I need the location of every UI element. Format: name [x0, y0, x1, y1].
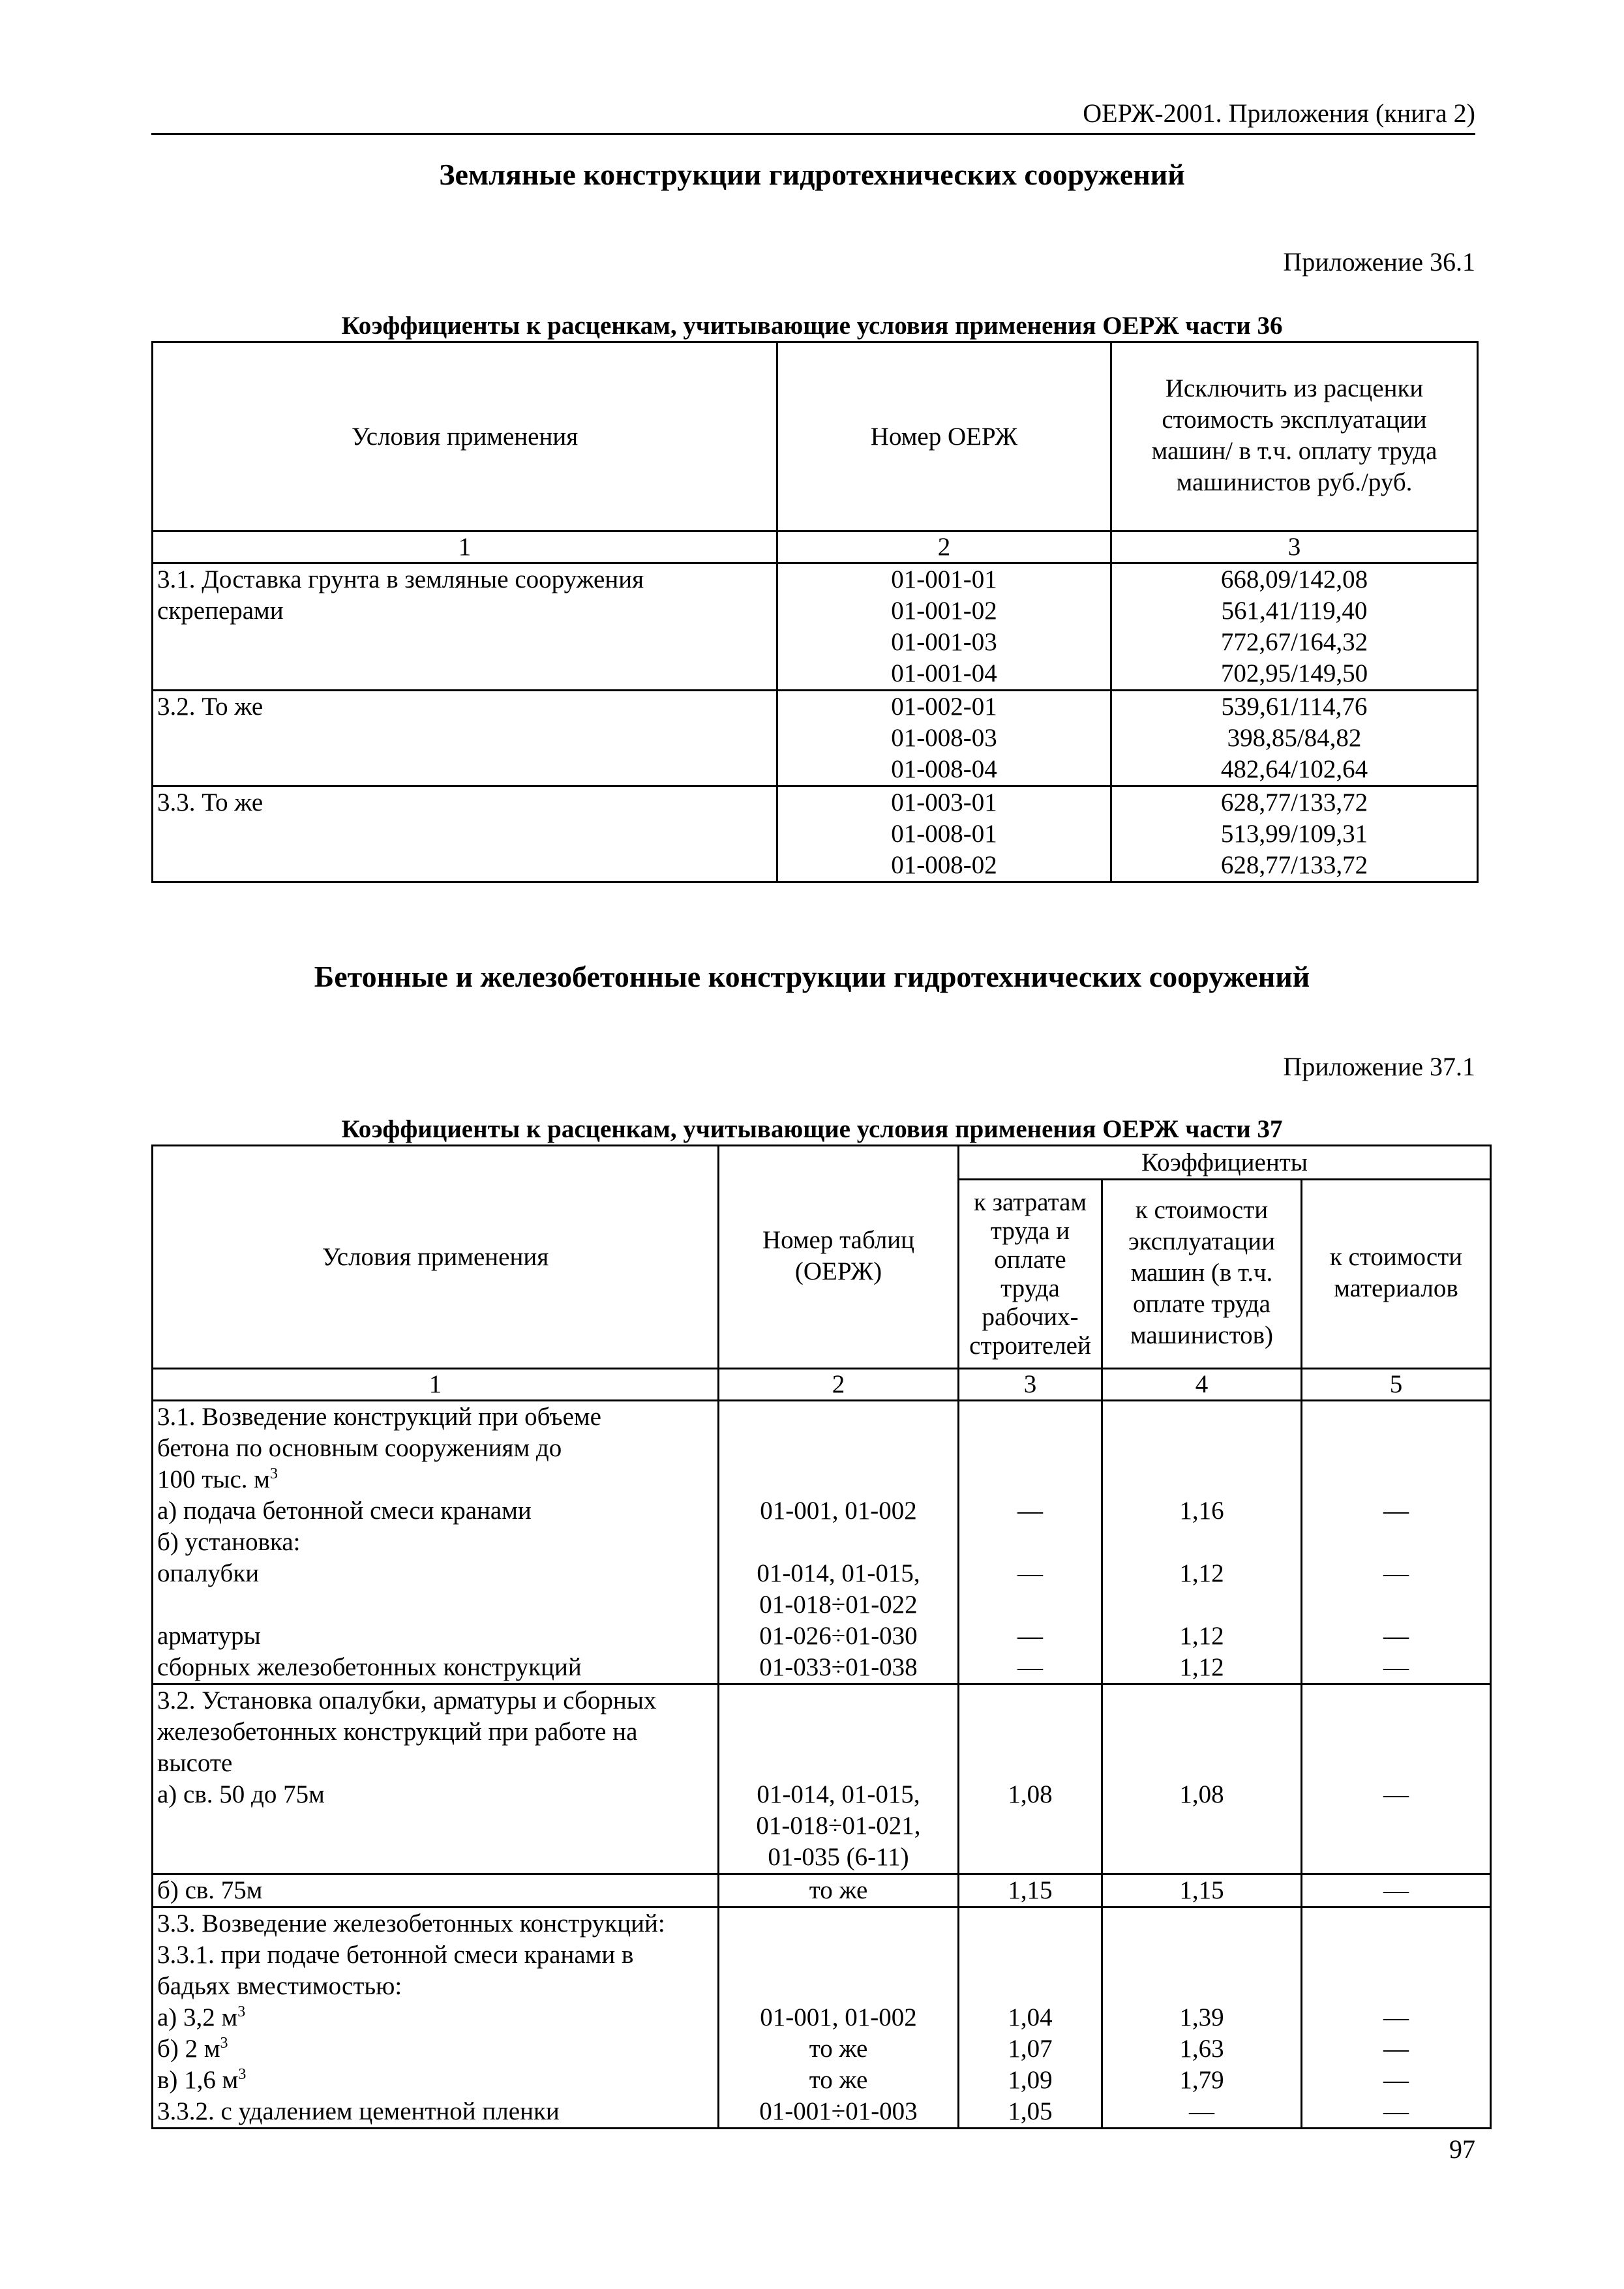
header-cell-conditions: Условия применения [153, 342, 777, 531]
cell-value: — [1383, 1497, 1409, 1525]
cell-value: 01-018÷01-022 [759, 1591, 918, 1619]
header-cell-table-number [719, 1146, 959, 1369]
empty-line [1306, 1685, 1486, 1716]
unit-superscript: 3 [238, 2066, 247, 2083]
oerzh-number-cell [777, 786, 1111, 882]
condition-line-wrapper [157, 1464, 714, 1495]
header-line: рабочих- [982, 1302, 1079, 1331]
header-cell-coefficients-group: Коэффициенты [959, 1146, 1491, 1180]
empty-line [1306, 1939, 1486, 1971]
condition-line: а) св. 50 до 75м [157, 1780, 325, 1808]
cell-value: — [1017, 1559, 1043, 1587]
cell-value: — [1383, 1622, 1409, 1650]
materials-coefficient-cell [1302, 1684, 1491, 1874]
empty-line [1107, 1716, 1297, 1748]
cell-value: 1,04 [1008, 2003, 1053, 2031]
column-number: 2 [777, 531, 1111, 563]
empty-line [1306, 1401, 1486, 1433]
empty-line [963, 1971, 1097, 2002]
empty-line [1107, 1527, 1297, 1558]
condition-line: скреперами [157, 597, 284, 625]
empty-line [723, 1401, 954, 1433]
header-cell-conditions: Условия применения [153, 1146, 719, 1369]
condition-line: а) подача бетонной смеси кранами [157, 1497, 532, 1525]
column-number: 5 [1302, 1369, 1491, 1401]
cost-value: 628,77/133,72 [1220, 851, 1368, 879]
unit-superscript: 3 [237, 2003, 246, 2020]
cell-value: 01-001÷01-003 [759, 2097, 918, 2125]
cell-value: то же [809, 1876, 868, 1904]
cost-value: 539,61/114,76 [1221, 693, 1368, 721]
section1-table-caption: Коэффициенты к расценкам, учитывающие условия применения ОЕРЖ части 36 [341, 312, 1283, 340]
empty-line [1107, 1748, 1297, 1779]
cell-value: 01-001, 01-002 [760, 1497, 917, 1525]
cell-value: 1,15 [1008, 1876, 1053, 1904]
condition-line: бетона по основным сооружениям до [157, 1434, 562, 1462]
empty-line [963, 1842, 1097, 1873]
section2-title: Бетонные и железобетонные конструкции гидротехнических сооружений [314, 960, 1310, 993]
cell-value: 1,05 [1008, 2097, 1053, 2125]
column-number: 1 [153, 531, 777, 563]
empty-line [157, 1842, 714, 1873]
condition-line-wrapper [157, 2033, 714, 2065]
oerzh-code: 01-001-02 [891, 597, 997, 625]
cell-value: 01-035 (6-11) [768, 1843, 909, 1871]
cell-value: — [1383, 2035, 1409, 2063]
header-line: машин/ в т.ч. оплату труда [1151, 436, 1437, 465]
condition-line: 3.2. То же [157, 693, 263, 721]
condition-cell [153, 691, 777, 786]
column-number-row [153, 1369, 1491, 1401]
condition-line: б) установка: [157, 1528, 301, 1556]
condition-cell [153, 1684, 719, 1874]
table-row [153, 691, 1478, 786]
header-line: Исключить из расценки [1165, 374, 1424, 402]
cell-value: 1,12 [1179, 1653, 1224, 1681]
cell-value: 1,09 [1008, 2066, 1053, 2094]
cell-value: 1,12 [1179, 1559, 1224, 1587]
coefficient-cell [1111, 786, 1478, 882]
cell-value: 01-001, 01-002 [760, 2003, 917, 2031]
empty-line [1306, 1748, 1486, 1779]
table-number-cell [719, 1874, 959, 1908]
empty-line [1306, 1716, 1486, 1748]
cell-value: 1,07 [1008, 2035, 1053, 2063]
header-line: материалов [1334, 1274, 1458, 1302]
materials-coefficient-cell [1302, 1908, 1491, 2129]
condition-line: 3.1. Доставка грунта в земляные сооружения [157, 565, 644, 593]
machine-coefficient-cell [1102, 1401, 1302, 1684]
empty-line [963, 1939, 1097, 1971]
labor-coefficient-cell [959, 1874, 1102, 1908]
header-line: труда и [990, 1216, 1070, 1245]
condition-cell [153, 786, 777, 882]
machine-coefficient-cell [1102, 1684, 1302, 1874]
header-line: машинистов руб./руб. [1176, 468, 1413, 496]
empty-line [1306, 1589, 1486, 1621]
section1-appendix-label: Приложение 36.1 [1283, 247, 1475, 277]
empty-line [723, 1971, 954, 2002]
empty-line [1107, 1842, 1297, 1873]
condition-cell [153, 563, 777, 691]
empty-line [1306, 1527, 1486, 1558]
empty-line [723, 1464, 954, 1495]
table-row [153, 1874, 1491, 1908]
empty-line [963, 1589, 1097, 1621]
labor-coefficient-cell [959, 1684, 1102, 1874]
materials-coefficient-cell [1302, 1401, 1491, 1684]
cost-value: 628,77/133,72 [1220, 788, 1368, 816]
column-number: 2 [719, 1369, 959, 1401]
table-number-cell [719, 1401, 959, 1684]
empty-line [723, 1433, 954, 1464]
empty-line [1107, 1433, 1297, 1464]
table-row [153, 1401, 1491, 1684]
cell-value: 1,16 [1179, 1497, 1224, 1525]
oerzh-code: 01-008-02 [891, 851, 997, 879]
oerzh-code: 01-001-03 [891, 628, 997, 656]
cell-value: 1,12 [1179, 1622, 1224, 1650]
condition-line-wrapper [157, 2002, 714, 2033]
cell-value: 01-033÷01-038 [759, 1653, 918, 1681]
table-row [153, 786, 1478, 882]
table-number-cell [719, 1908, 959, 2129]
condition-cell [153, 1401, 719, 1684]
empty-line [963, 1748, 1097, 1779]
empty-line [723, 1939, 954, 1971]
cell-value: то же [809, 2066, 868, 2094]
condition-line: арматуры [157, 1622, 261, 1650]
cell-value: — [1017, 1497, 1043, 1525]
condition-line: железобетонных конструкций при работе на [157, 1718, 638, 1746]
oerzh-code: 01-003-01 [891, 788, 997, 816]
table-header-row [153, 342, 1478, 531]
cell-value: то же [809, 2035, 868, 2063]
empty-line [1107, 1464, 1297, 1495]
empty-line [963, 1433, 1097, 1464]
cost-value: 702,95/149,50 [1220, 659, 1368, 687]
header-cell-materials-coefficient [1302, 1180, 1491, 1369]
empty-line [963, 1527, 1097, 1558]
table-row [153, 563, 1478, 691]
header-line: машин (в т.ч. [1130, 1258, 1273, 1287]
cost-value: 482,64/102,64 [1220, 755, 1368, 783]
empty-line [1306, 1433, 1486, 1464]
cell-value: 1,15 [1179, 1876, 1224, 1904]
section1-table [151, 341, 1479, 883]
header-line: к стоимости [1329, 1242, 1463, 1271]
condition-line: 3.3. Возведение железобетонных конструкций: [157, 1909, 665, 1937]
cost-value: 772,67/164,32 [1220, 628, 1368, 656]
cell-value: 01-014, 01-015, [757, 1559, 920, 1587]
empty-line [723, 1685, 954, 1716]
condition-cell [153, 1874, 719, 1908]
condition-line: 3.2. Установка опалубки, арматуры и сборных [157, 1686, 657, 1714]
cost-value: 561,41/119,40 [1221, 597, 1368, 625]
condition-line: опалубки [157, 1559, 260, 1587]
oerzh-number-cell [777, 563, 1111, 691]
cell-value: — [1383, 2097, 1409, 2125]
condition-line: 3.3.2. с удалением цементной пленки [157, 2097, 560, 2125]
header-line: строителей [969, 1331, 1091, 1360]
header-cell-labor-coefficient [959, 1180, 1102, 1369]
header-line: оплате [994, 1245, 1066, 1274]
oerzh-code: 01-008-01 [891, 820, 997, 848]
condition-line: б) 2 м [157, 2035, 220, 2063]
column-number: 3 [1111, 531, 1478, 563]
condition-line: высоте [157, 1749, 233, 1777]
table-row [153, 1684, 1491, 1874]
empty-line [963, 1464, 1097, 1495]
oerzh-number-cell [777, 691, 1111, 786]
column-number: 4 [1102, 1369, 1302, 1401]
header-line: машинистов) [1130, 1321, 1274, 1349]
header-line: (ОЕРЖ) [794, 1257, 882, 1285]
empty-line [963, 1685, 1097, 1716]
empty-line [723, 1716, 954, 1748]
empty-line [157, 1810, 714, 1842]
empty-line [723, 1748, 954, 1779]
table-row [153, 1908, 1491, 2129]
empty-line [723, 1908, 954, 1939]
header-line: оплате труда [1133, 1289, 1271, 1318]
section2-appendix-label: Приложение 37.1 [1283, 1052, 1475, 1081]
cell-value: 1,08 [1008, 1780, 1053, 1808]
cell-value: — [1383, 1780, 1409, 1808]
empty-line [1107, 1908, 1297, 1939]
empty-line [1306, 1971, 1486, 2002]
oerzh-code: 01-001-01 [891, 565, 997, 593]
unit-superscript: 3 [220, 2035, 228, 2052]
condition-line-wrapper [157, 2065, 714, 2096]
condition-line: 3.3. То же [157, 788, 263, 816]
oerzh-code: 01-002-01 [891, 693, 997, 721]
table-header-row [153, 1146, 1491, 1180]
cost-value: 513,99/109,31 [1220, 820, 1368, 848]
cell-value: 1,08 [1179, 1780, 1224, 1808]
empty-line [1306, 1842, 1486, 1873]
condition-cell [153, 1908, 719, 2129]
empty-line [1107, 1810, 1297, 1842]
section1-title: Земляные конструкции гидротехнических сооружений [439, 158, 1185, 191]
header-cell-exclude-cost [1111, 342, 1478, 531]
empty-line [1107, 1589, 1297, 1621]
empty-line [1306, 1810, 1486, 1842]
cell-value: 1,79 [1179, 2066, 1224, 2094]
header-line: труда [1000, 1274, 1060, 1302]
condition-line: б) св. 75м [157, 1876, 263, 1904]
cost-value: 668,09/142,08 [1220, 565, 1368, 593]
empty-line [963, 1401, 1097, 1433]
coefficient-cell [1111, 691, 1478, 786]
unit-superscript: 3 [270, 1465, 278, 1482]
empty-line [723, 1527, 954, 1558]
empty-line [1107, 1939, 1297, 1971]
section2-table [151, 1144, 1492, 2129]
header-title: ОЕРЖ-2001. Приложения (книга 2) [1083, 98, 1475, 128]
header-line: стоимость эксплуатации [1162, 405, 1427, 434]
empty-line [1107, 1401, 1297, 1433]
empty-line [1306, 1464, 1486, 1495]
condition-line: а) 3,2 м [157, 2003, 238, 2031]
table-number-cell [719, 1684, 959, 1874]
header-line: эксплуатации [1128, 1227, 1276, 1255]
cell-value: — [1017, 1653, 1043, 1681]
header-line: к затратам [973, 1188, 1087, 1216]
cell-value: — [1383, 1559, 1409, 1587]
cell-value: 1,39 [1179, 2003, 1224, 2031]
header-line: к стоимости [1135, 1195, 1269, 1224]
cell-value: — [1383, 1876, 1409, 1904]
condition-line: в) 1,6 м [157, 2066, 239, 2094]
cell-value: — [1383, 2066, 1409, 2094]
page-header [151, 98, 1475, 135]
cost-value: 398,85/84,82 [1227, 724, 1362, 752]
column-number: 3 [959, 1369, 1102, 1401]
empty-line [963, 1716, 1097, 1748]
column-number-row [153, 531, 1478, 563]
machine-coefficient-cell [1102, 1874, 1302, 1908]
empty-line [1306, 1908, 1486, 1939]
cell-value: — [1383, 1653, 1409, 1681]
condition-line: 100 тыс. м [157, 1465, 270, 1493]
coefficient-cell [1111, 563, 1478, 691]
empty-line [1107, 1971, 1297, 2002]
cell-value: 01-014, 01-015, [757, 1780, 920, 1808]
cell-value: — [1017, 1622, 1043, 1650]
cell-value: — [1383, 2003, 1409, 2031]
labor-coefficient-cell [959, 1908, 1102, 2129]
header-cell-machine-cost-coefficient [1102, 1180, 1302, 1369]
header-cell-oerzh-number: Номер ОЕРЖ [777, 342, 1111, 531]
cell-value: 01-026÷01-030 [759, 1622, 918, 1650]
section2-table-caption: Коэффициенты к расценкам, учитывающие условия применения ОЕРЖ части 37 [341, 1115, 1283, 1143]
page-number: 97 [1449, 2134, 1475, 2164]
cell-value: 1,63 [1179, 2035, 1224, 2063]
condition-line: 3.3.1. при подаче бетонной смеси кранами в [157, 1941, 634, 1969]
empty-line [963, 1810, 1097, 1842]
machine-coefficient-cell [1102, 1908, 1302, 2129]
labor-coefficient-cell [959, 1401, 1102, 1684]
oerzh-code: 01-008-04 [891, 755, 997, 783]
header-line: Номер таблиц [762, 1225, 915, 1254]
oerzh-code: 01-008-03 [891, 724, 997, 752]
cell-value: — [1189, 2097, 1214, 2125]
empty-line [1107, 1685, 1297, 1716]
empty-line [963, 1908, 1097, 1939]
materials-coefficient-cell [1302, 1874, 1491, 1908]
condition-line: сборных железобетонных конструкций [157, 1653, 582, 1681]
empty-line [157, 1589, 714, 1621]
oerzh-code: 01-001-04 [891, 659, 997, 687]
condition-line: 3.1. Возведение конструкций при объеме [157, 1403, 601, 1431]
cell-value: 01-018÷01-021, [756, 1812, 921, 1840]
column-number: 1 [153, 1369, 719, 1401]
condition-line: бадьях вместимостью: [157, 1972, 402, 2000]
